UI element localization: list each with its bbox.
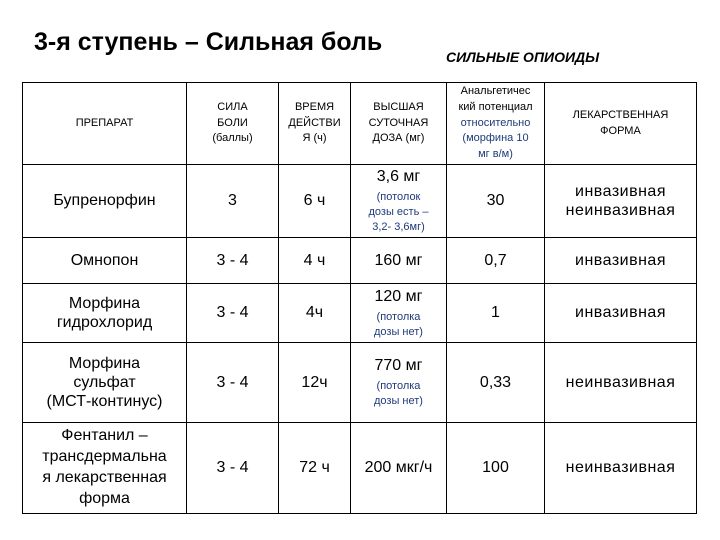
duration-cell: 4ч [279, 284, 351, 343]
header-duration-line: ДЕЙСТВИ [288, 116, 341, 129]
header-duration [279, 83, 351, 165]
potency-cell: 0,7 [447, 238, 545, 284]
table-row [23, 238, 697, 284]
header-dose-line: СУТОЧНАЯ [368, 116, 429, 129]
header-drug [23, 83, 187, 165]
drug-name-line: сульфат [73, 373, 136, 391]
form-line: инвазивная [575, 182, 666, 200]
dose-note [353, 379, 444, 409]
max-dose-cell [351, 343, 447, 423]
header-drug-label: ПРЕПАРАТ [75, 116, 134, 129]
dose-value: 200 мкг/ч [364, 459, 433, 477]
drug-name-line: Бупренорфин [53, 192, 156, 210]
drug-name-cell [23, 165, 187, 238]
form-cell [545, 165, 697, 238]
header-potency [447, 83, 545, 165]
form-line: неинвазивная [565, 459, 676, 477]
drug-name-cell [23, 343, 187, 423]
dose-value: 770 мг [374, 357, 423, 375]
drug-name-line: форма [79, 489, 130, 507]
table-row [23, 343, 697, 423]
max-dose-cell [351, 284, 447, 343]
strength-cell: 3 - 4 [187, 238, 279, 284]
header-form-line: ФОРМА [600, 124, 641, 137]
drug-name-line: Омнопон [70, 251, 139, 269]
duration-cell: 72 ч [279, 423, 351, 514]
dose-note-line: 3,2- 3,6мг) [372, 221, 425, 234]
page-subtitle: СИЛЬНЫЕ ОПИОИДЫ [446, 49, 600, 65]
potency-cell: 30 [447, 165, 545, 238]
potency-cell: 1 [447, 284, 545, 343]
header-form [545, 83, 697, 165]
header-strength [187, 83, 279, 165]
form-line: инвазивная [575, 304, 666, 322]
header-potency-line: кий потенциал [458, 100, 533, 113]
strength-cell: 3 [187, 165, 279, 238]
header-max-dose [351, 83, 447, 165]
drug-name-line: Морфина [68, 294, 141, 312]
duration-cell: 6 ч [279, 165, 351, 238]
strength-cell: 3 - 4 [187, 423, 279, 514]
dose-note-line: (потолок [376, 191, 421, 204]
duration-cell: 4 ч [279, 238, 351, 284]
potency-cell: 100 [447, 423, 545, 514]
dose-note-line: дозы нет) [374, 395, 423, 408]
header-potency-line: мг в/м) [478, 148, 513, 161]
header-strength-line: СИЛА [217, 100, 248, 113]
header-strength-line: БОЛИ [217, 116, 248, 129]
drug-name-line: я лекарственная [42, 469, 167, 486]
table-row [23, 165, 697, 238]
header-potency-line: (морфина 10 [462, 132, 529, 145]
header-dose-line: ДОЗА (мг) [372, 132, 425, 145]
drug-name-cell [23, 423, 187, 514]
opioids-table [22, 82, 697, 514]
table-row [23, 284, 697, 343]
header-row [23, 83, 697, 165]
drug-name-cell [23, 284, 187, 343]
form-line: инвазивная [575, 251, 666, 269]
header-potency-line: Анальгетичес [460, 84, 531, 97]
header-strength-line: (баллы) [212, 132, 253, 145]
dose-note-line: (потолка [376, 310, 421, 323]
form-cell [545, 343, 697, 423]
header-potency-line: относительно [460, 116, 531, 129]
drug-name-line: гидрохлорид [56, 314, 153, 331]
duration-cell: 12ч [279, 343, 351, 423]
drug-name-line: трансдермальна [42, 448, 167, 466]
drug-name-line: (МСТ-континус) [46, 393, 163, 411]
strength-cell: 3 - 4 [187, 343, 279, 423]
header-dose-line: ВЫСШАЯ [373, 100, 424, 113]
max-dose-cell [351, 423, 447, 514]
max-dose-cell [351, 238, 447, 284]
max-dose-cell [351, 165, 447, 238]
dose-value: 160 мг [374, 251, 423, 269]
drug-name-cell [23, 238, 187, 284]
dose-note [353, 310, 444, 340]
header-duration-line: ВРЕМЯ [294, 100, 335, 113]
dose-note-line: дозы нет) [374, 325, 423, 338]
drug-name-line: Фентанил – [61, 427, 148, 445]
dose-note-line: дозы есть – [368, 206, 429, 219]
table-row [23, 423, 697, 514]
drug-name-line: Морфина [68, 354, 141, 372]
dose-value: 120 мг [374, 287, 423, 305]
form-cell [545, 284, 697, 343]
header-duration-line: Я (ч) [302, 132, 327, 145]
potency-cell: 0,33 [447, 343, 545, 423]
form-line: неинвазивная [565, 202, 676, 219]
dose-value: 3,6 мг [376, 168, 421, 186]
page-title: 3-я ступень – Сильная боль [34, 28, 383, 56]
dose-note-line: (потолка [376, 380, 421, 393]
header-form-line: ЛЕКАРСТВЕННАЯ [572, 108, 669, 121]
form-cell [545, 423, 697, 514]
form-line: неинвазивная [565, 373, 676, 391]
form-cell [545, 238, 697, 284]
strength-cell: 3 - 4 [187, 284, 279, 343]
dose-note [353, 190, 444, 235]
